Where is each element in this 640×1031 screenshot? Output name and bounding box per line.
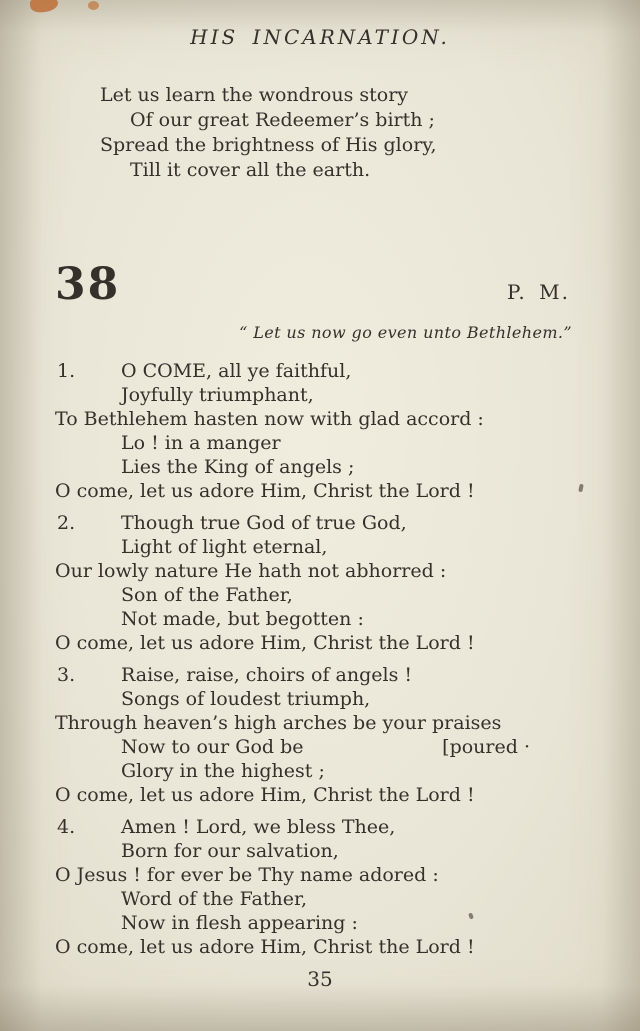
line-text: Now to our God be	[121, 736, 304, 758]
line-text: Born for our salvation,	[121, 840, 339, 862]
line-text: O come, let us adore Him, Christ the Lord !	[55, 632, 475, 654]
verse-line	[55, 383, 566, 407]
line-text: O come, let us adore Him, Christ the Lord !	[55, 936, 475, 958]
epigraph: “ Let us now go even unto Bethlehem.”	[239, 323, 572, 342]
stanza-line	[100, 108, 570, 133]
hymn-number: 38	[55, 259, 121, 310]
line-text: Songs of loudest triumph,	[121, 688, 371, 710]
verse-line	[55, 631, 566, 655]
verse-number: 4.	[57, 816, 76, 838]
line-text: Glory in the highest ;	[121, 760, 325, 782]
verse-line	[55, 479, 566, 503]
ink-speck	[578, 484, 584, 493]
verse-line	[55, 511, 566, 535]
stanza-line	[100, 158, 570, 183]
verse-number: 2.	[57, 512, 76, 534]
line-text: Till it cover all the earth.	[130, 159, 371, 181]
line-text: O come, let us adore Him, Christ the Lord !	[55, 480, 475, 502]
verse-line	[55, 583, 566, 607]
verse-line	[55, 559, 566, 583]
line-text: Word of the Father,	[121, 888, 308, 910]
line-text: Our lowly nature He hath not abhorred :	[55, 560, 447, 582]
line-text: Not made, but begotten :	[121, 608, 364, 630]
verse-line	[55, 687, 566, 711]
stanza-line	[100, 83, 570, 108]
line-text: Lo ! in a manger	[121, 432, 281, 454]
line-text: Now in flesh appearing :	[121, 912, 358, 934]
turnover-text: [poured ·	[442, 736, 530, 758]
line-text: Son of the Father,	[121, 584, 293, 606]
opening-stanza	[100, 83, 570, 183]
line-text: To Bethlehem hasten now with glad accord :	[55, 408, 484, 430]
line-text: Of our great Redeemer’s birth ;	[130, 109, 435, 131]
line-text: Lies the King of angels ;	[121, 456, 355, 478]
hymn-meter: P. M.	[507, 280, 570, 304]
verse-line	[55, 359, 566, 383]
verse-line	[55, 863, 566, 887]
page-number: 35	[307, 967, 333, 991]
line-text: Raise, raise, choirs of angels !	[121, 664, 413, 686]
verse-line	[55, 839, 566, 863]
line-text: Light of light eternal,	[121, 536, 328, 558]
verse-line	[55, 935, 566, 959]
hymn-header	[55, 261, 570, 309]
verse-number: 3.	[57, 664, 76, 686]
verse-line	[55, 407, 566, 431]
verse-line	[55, 455, 566, 479]
verse-number: 1.	[57, 360, 76, 382]
verse-line	[55, 735, 566, 759]
line-text: Through heaven’s high arches be your praises	[55, 712, 502, 734]
verse-line	[55, 711, 566, 735]
line-text: Joyfully triumphant,	[121, 384, 314, 406]
running-head: HIS INCARNATION.	[190, 25, 450, 49]
line-text: O come, let us adore Him, Christ the Lord !	[55, 784, 475, 806]
verse-line	[55, 663, 566, 687]
line-text: O COME, all ye faithful,	[121, 360, 352, 382]
verse	[55, 815, 566, 959]
verse	[55, 663, 566, 807]
line-text: Amen ! Lord, we bless Thee,	[121, 816, 396, 838]
verse-line	[55, 431, 566, 455]
verse-line	[55, 815, 566, 839]
verses	[55, 359, 566, 959]
verse-line	[55, 759, 566, 783]
verse-line	[55, 607, 566, 631]
line-text: Spread the brightness of His glory,	[100, 134, 437, 156]
verse	[55, 359, 566, 503]
verse-line	[55, 911, 566, 935]
line-text: Let us learn the wondrous story	[100, 84, 409, 106]
stanza-line	[100, 133, 570, 158]
line-text: Though true God of true God,	[121, 512, 407, 534]
verse-line	[55, 887, 566, 911]
verse-line	[55, 783, 566, 807]
verse	[55, 511, 566, 655]
line-text: O Jesus ! for ever be Thy name adored :	[55, 864, 439, 886]
verse-line	[55, 535, 566, 559]
